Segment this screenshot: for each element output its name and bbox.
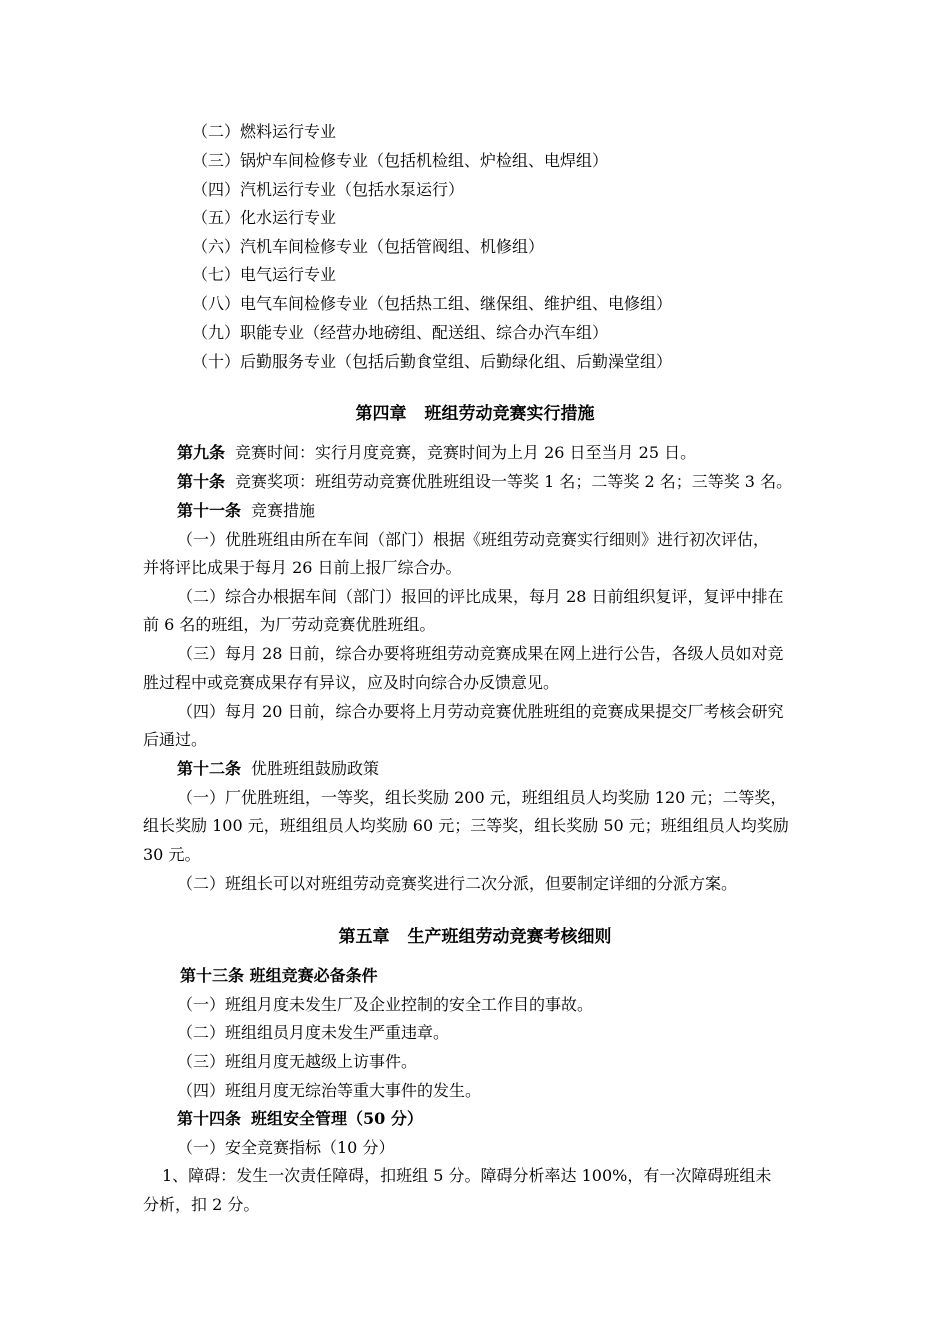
paragraph-line: （二）班组长可以对班组劳动竞赛奖进行二次分派，但要制定详细的分派方案。 — [177, 874, 738, 893]
list-item: （八）电气车间检修专业（包括热工组、继保组、维护组、电修组） — [192, 294, 673, 313]
paragraph-line: 前 6 名的班组，为厂劳动竞赛优胜班组。 — [143, 615, 436, 634]
paragraph-line: 并将评比成果于每月 26 日前上报厂综合办。 — [143, 558, 462, 577]
article-11-text: 竞赛措施 — [251, 501, 316, 520]
paragraph-line: （三）每月 28 日前，综合办要将班组劳动竞赛成果在网上进行公告，各级人员如对竞 — [177, 644, 784, 663]
article-9-label: 第九条 — [177, 443, 226, 462]
list-item: （三）锅炉车间检修专业（包括机检组、炉检组、电焊组） — [192, 151, 609, 170]
article-13-label: 第十三条 班组竞赛必备条件 — [180, 966, 378, 985]
list-item: （七）电气运行专业 — [192, 265, 337, 284]
list-item: （九）职能专业（经营办地磅组、配送组、综合办汽车组） — [192, 323, 609, 342]
article-9 — [177, 442, 696, 464]
chapter-4-number: 第四章 — [355, 404, 407, 424]
paragraph-line: （一）班组月度未发生厂及企业控制的安全工作目的事故。 — [177, 995, 594, 1014]
paragraph-line: （四）班组月度无综治等重大事件的发生。 — [177, 1081, 482, 1100]
paragraph-line: 分析，扣 2 分。 — [143, 1195, 260, 1214]
article-14-label: 第十四条 — [177, 1109, 242, 1128]
article-12-label: 第十二条 — [177, 759, 242, 778]
article-11-label: 第十一条 — [177, 501, 242, 520]
paragraph-line: 胜过程中或竞赛成果存有异议，应及时向综合办反馈意见。 — [143, 673, 560, 692]
article-11 — [177, 500, 315, 522]
article-9-text: 竞赛时间：实行月度竞赛，竞赛时间为上月 26 日至当月 25 日。 — [235, 443, 697, 462]
article-14 — [177, 1108, 423, 1130]
article-10-text: 竞赛奖项：班组劳动竞赛优胜班组设一等奖 1 名；二等奖 2 名；三等奖 3 名。 — [235, 472, 793, 491]
chapter-5-title: 生产班组劳动竞赛考核细则 — [407, 927, 612, 947]
paragraph-line: （一）优胜班组由所在车间（部门）根据《班组劳动竞赛实行细则》进行初次评估， — [177, 530, 770, 549]
list-item: （五）化水运行专业 — [192, 208, 337, 227]
paragraph-line: 后通过。 — [143, 730, 208, 749]
paragraph-line: （二）班组组员月度未发生严重违章。 — [177, 1023, 450, 1042]
list-item: （十）后勤服务专业（包括后勤食堂组、后勤绿化组、后勤澡堂组） — [192, 352, 673, 371]
article-14-text: 班组安全管理（50 分） — [251, 1109, 423, 1128]
paragraph-line: （三）班组月度无越级上访事件。 — [177, 1052, 418, 1071]
paragraph-line: （一）厂优胜班组，一等奖，组长奖励 200 元，班组组员人均奖励 120 元；二等奖， — [177, 788, 787, 807]
article-10 — [177, 471, 792, 493]
paragraph-line: （二）综合办根据车间（部门）报回的评比成果，每月 28 日前组织复评，复评中排在 — [177, 587, 784, 606]
list-item: （六）汽机车间检修专业（包括管阀组、机修组） — [192, 237, 545, 256]
paragraph-line: 组长奖励 100 元，班组组员人均奖励 60 元；三等奖，组长奖励 50 元；班组组员人均奖励 — [143, 816, 789, 835]
chapter-4-heading — [0, 402, 950, 426]
paragraph-line: 1、障碍：发生一次责任障碍，扣班组 5 分。障碍分析率达 100%，有一次障碍班组未 — [162, 1166, 772, 1185]
chapter-5-number: 第五章 — [338, 927, 390, 947]
article-12 — [177, 758, 379, 780]
list-item: （四）汽机运行专业（包括水泵运行） — [192, 180, 465, 199]
article-10-label: 第十条 — [177, 472, 226, 491]
list-item: （二）燃料运行专业 — [192, 122, 337, 141]
chapter-4-title: 班组劳动竞赛实行措施 — [424, 404, 595, 424]
chapter-5-heading — [0, 925, 950, 949]
paragraph-line: （一）安全竞赛指标（10 分） — [177, 1138, 395, 1157]
article-12-text: 优胜班组鼓励政策 — [251, 759, 380, 778]
paragraph-line: （四）每月 20 日前，综合办要将上月劳动竞赛优胜班组的竞赛成果提交厂考核会研究 — [177, 702, 784, 721]
paragraph-line: 30 元。 — [143, 845, 201, 864]
